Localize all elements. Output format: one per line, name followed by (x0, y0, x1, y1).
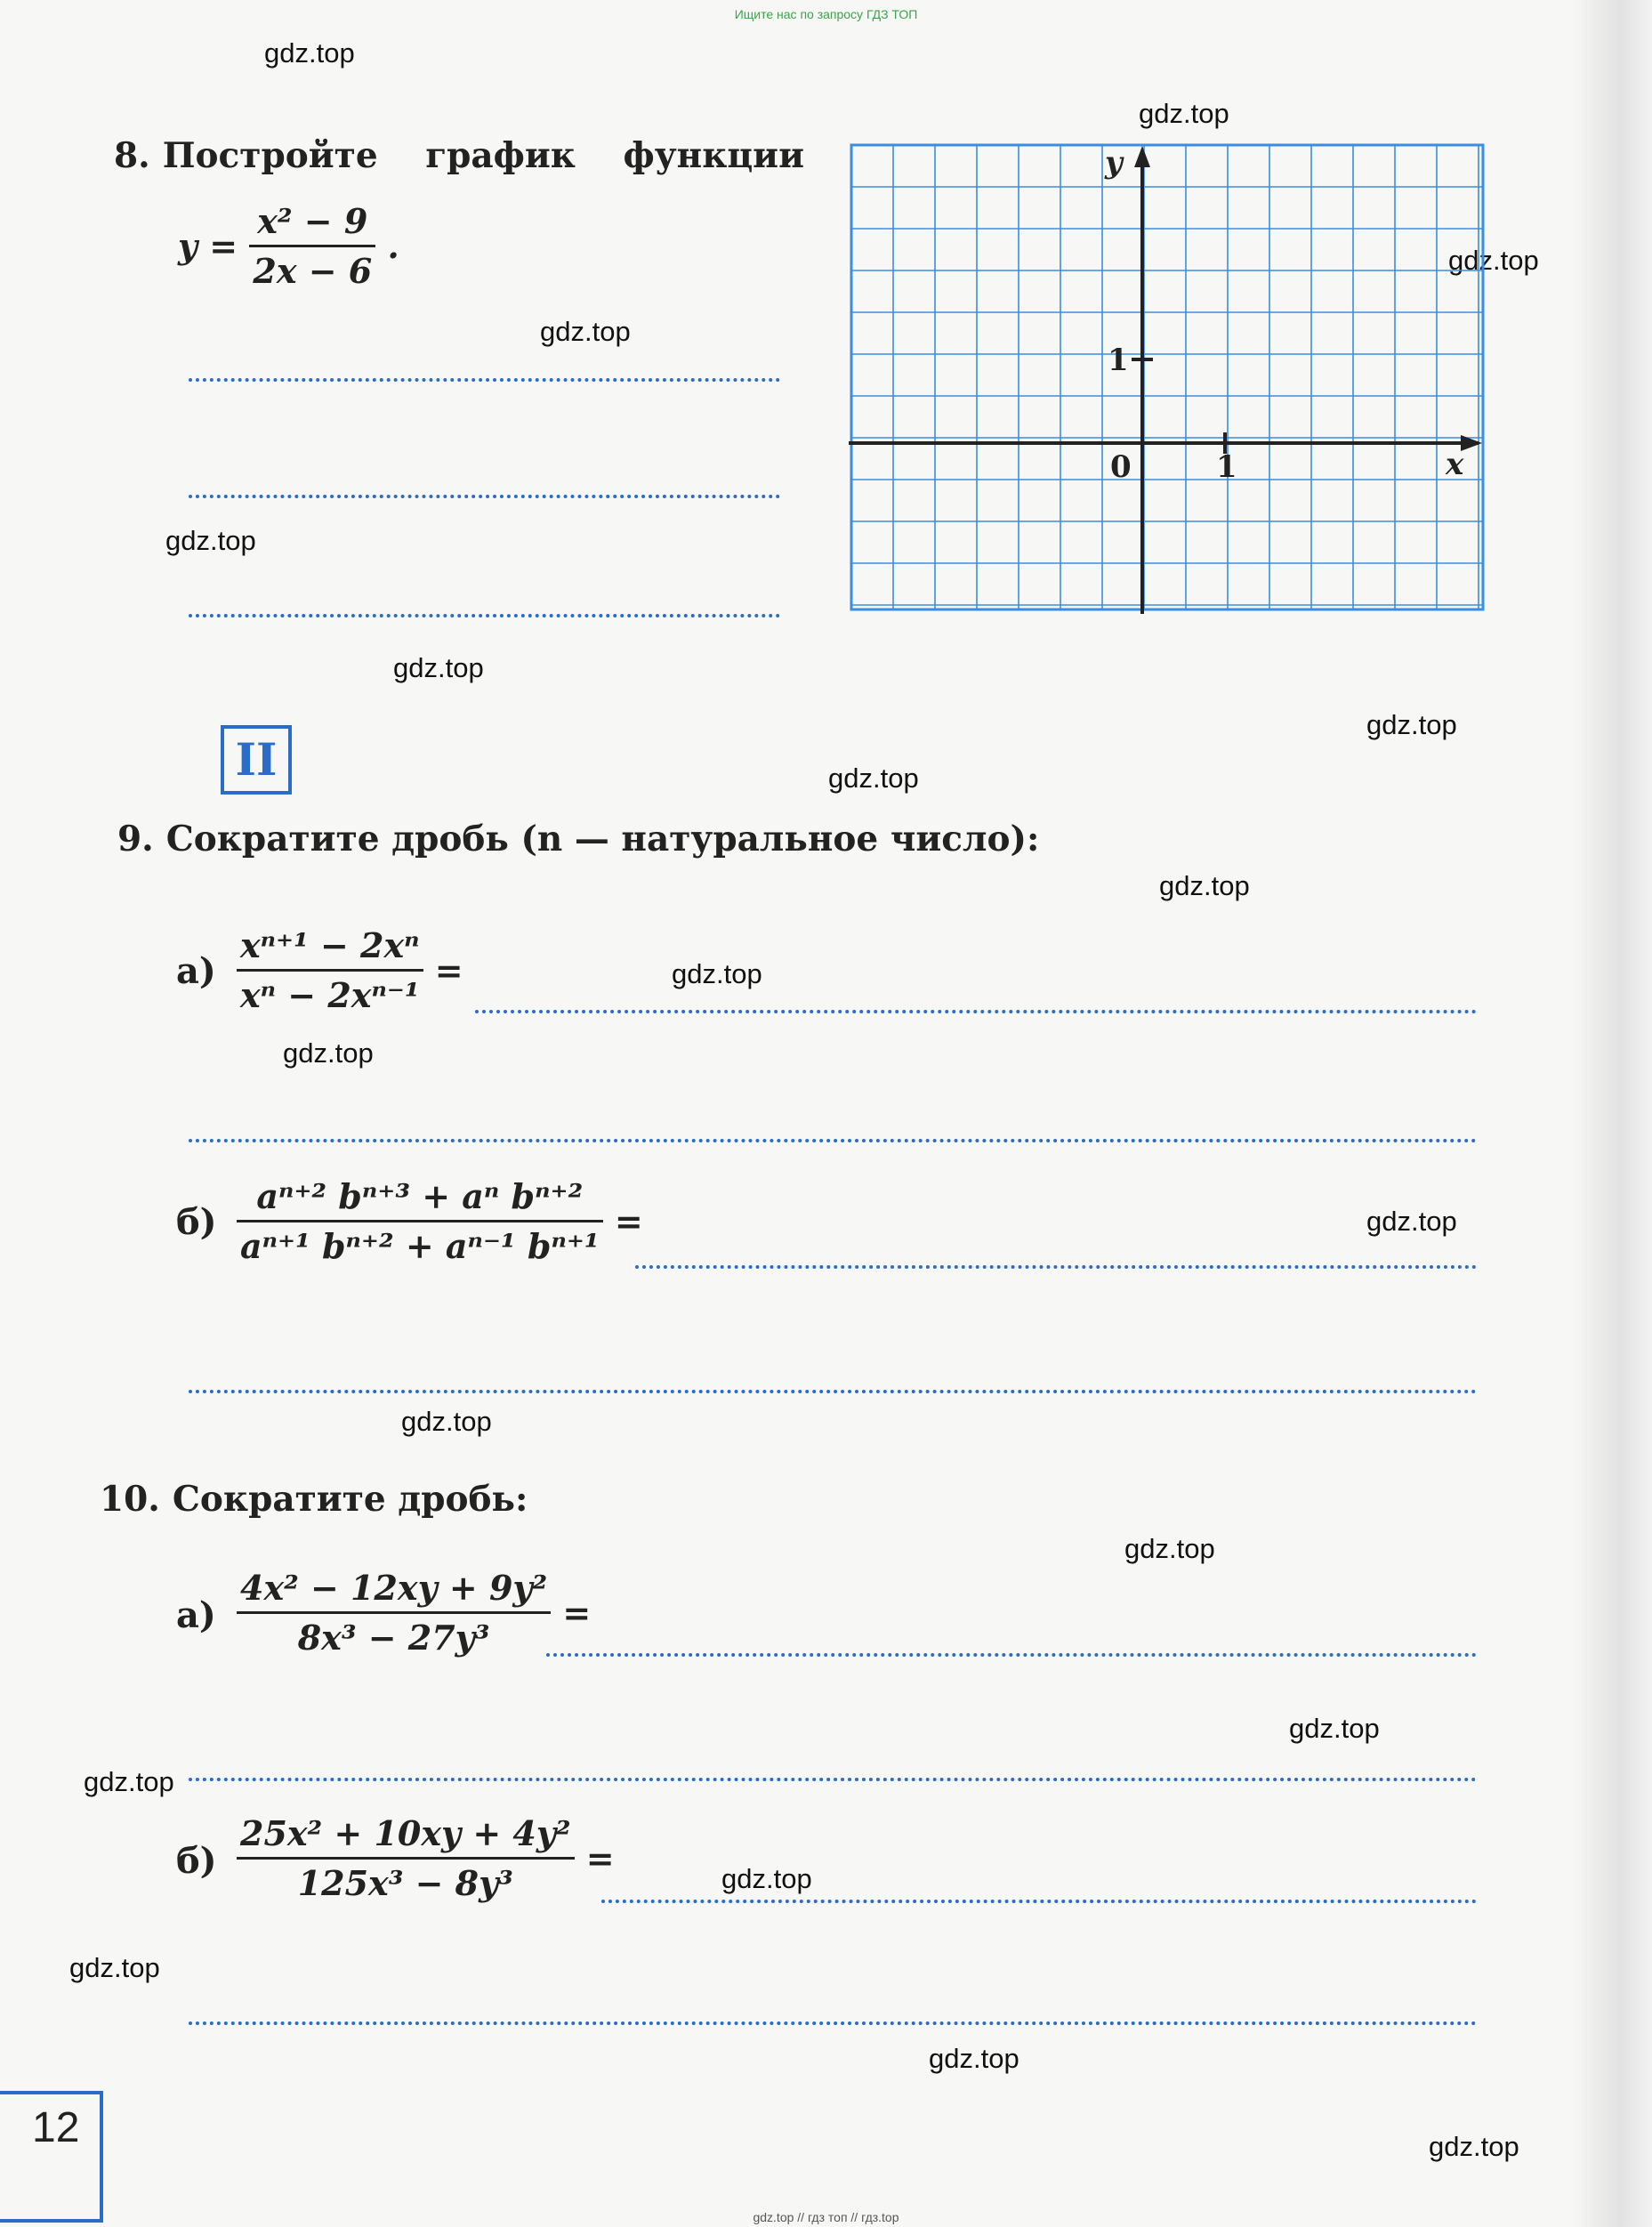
watermark: gdz.top (69, 1952, 160, 1983)
x-unit-label: 1 (1216, 449, 1237, 485)
answer-line[interactable] (189, 1139, 1477, 1142)
y-unit-label: 1 (1108, 343, 1129, 378)
section-badge: II (221, 725, 292, 795)
watermark: gdz.top (672, 958, 762, 989)
watermark: gdz.top (828, 763, 919, 794)
answer-line[interactable] (546, 1653, 1477, 1657)
task9-b-formula (237, 1176, 643, 1266)
task9-a-label: а) (176, 950, 216, 992)
page-number: 12 (32, 2104, 80, 2151)
task8-fraction (249, 201, 375, 291)
answer-line[interactable] (601, 1900, 1477, 1903)
task10-b-fraction (237, 1813, 575, 1903)
task9-a-formula (237, 925, 463, 1015)
task9-b-numerator: aⁿ⁺² bⁿ⁺³ + aⁿ bⁿ⁺² (237, 1176, 603, 1222)
watermark: gdz.top (165, 525, 256, 556)
watermark: gdz.top (1366, 709, 1457, 740)
task9-text: Сократите дробь (n — натуральное число): (165, 819, 1040, 859)
equals-sign: = (562, 1593, 592, 1633)
answer-line[interactable] (189, 1390, 1477, 1393)
task10-b-numerator: 25x² + 10xy + 4y² (237, 1813, 575, 1860)
task8-text: Постройте график функции (162, 135, 805, 176)
x-axis-label: x (1446, 447, 1464, 482)
watermark: gdz.top (721, 1863, 812, 1894)
answer-line[interactable] (189, 1778, 1477, 1781)
task10-b-denominator: 125x³ − 8y³ (297, 1863, 513, 1903)
task10-a-formula (237, 1568, 591, 1658)
watermark: gdz.top (283, 1037, 374, 1069)
task8-formula-tail: . (387, 226, 399, 266)
answer-line[interactable] (475, 1010, 1477, 1013)
task8-numerator: x² − 9 (249, 201, 375, 247)
watermark: gdz.top (1124, 1533, 1215, 1564)
watermark: gdz.top (84, 1766, 174, 1797)
task9-number: 9. (117, 819, 154, 859)
answer-line[interactable] (635, 1265, 1477, 1269)
answer-line[interactable] (189, 378, 780, 382)
watermark: gdz.top (1159, 870, 1250, 901)
task10-b-label: б) (176, 1840, 217, 1882)
task10-a-denominator: 8x³ − 27y³ (297, 1618, 490, 1658)
top-note: Ищите нас по запросу ГДЗ ТОП (734, 7, 918, 21)
task9-a-denominator: xⁿ − 2xⁿ⁻¹ (240, 975, 420, 1015)
task8-number: 8. (114, 135, 150, 176)
watermark: gdz.top (1448, 245, 1539, 276)
task8-heading (114, 135, 804, 176)
y-axis-label: y (1105, 145, 1123, 181)
task10-a-numerator: 4x² − 12xy + 9y² (237, 1568, 551, 1614)
task10-number: 10. (100, 1479, 160, 1520)
task10-a-fraction (237, 1568, 551, 1658)
watermark: gdz.top (540, 316, 631, 347)
origin-label: 0 (1110, 449, 1132, 485)
task9-b-fraction (237, 1176, 603, 1266)
answer-line[interactable] (189, 614, 780, 617)
watermark: gdz.top (1429, 2131, 1519, 2162)
equals-sign: = (434, 950, 463, 990)
watermark: gdz.top (1289, 1713, 1380, 1744)
grid-border (851, 145, 1483, 609)
bottom-note: gdz.top // гдз топ // гдз.top (753, 2210, 899, 2224)
watermark: gdz.top (264, 37, 355, 69)
watermark: gdz.top (1366, 1206, 1457, 1237)
task10-text: Сократите дробь: (172, 1479, 528, 1520)
task10-b-formula (237, 1813, 615, 1903)
task9-a-fraction (237, 925, 423, 1015)
answer-line[interactable] (189, 2021, 1477, 2025)
watermark: gdz.top (929, 2043, 1019, 2074)
task10-heading (100, 1479, 528, 1520)
y-axis-arrow (1134, 146, 1150, 167)
task10-a-label: а) (176, 1594, 216, 1636)
watermark: gdz.top (1139, 98, 1229, 129)
watermark: gdz.top (401, 1406, 492, 1437)
watermark: gdz.top (393, 652, 484, 683)
equals-sign: = (585, 1838, 615, 1878)
answer-line[interactable] (189, 495, 780, 498)
coordinate-grid[interactable] (849, 142, 1489, 623)
task9-heading (117, 819, 1039, 859)
task9-a-numerator: xⁿ⁺¹ − 2xⁿ (237, 925, 423, 972)
task9-b-label: б) (176, 1201, 217, 1243)
task8-formula-lhs: y = (178, 226, 238, 266)
task8-formula (178, 201, 399, 291)
page-edge-shadow (1572, 0, 1652, 2227)
task8-denominator: 2x − 6 (253, 251, 373, 291)
task9-b-denominator: aⁿ⁺¹ bⁿ⁺² + aⁿ⁻¹ bⁿ⁺¹ (240, 1226, 600, 1266)
equals-sign: = (614, 1201, 643, 1241)
